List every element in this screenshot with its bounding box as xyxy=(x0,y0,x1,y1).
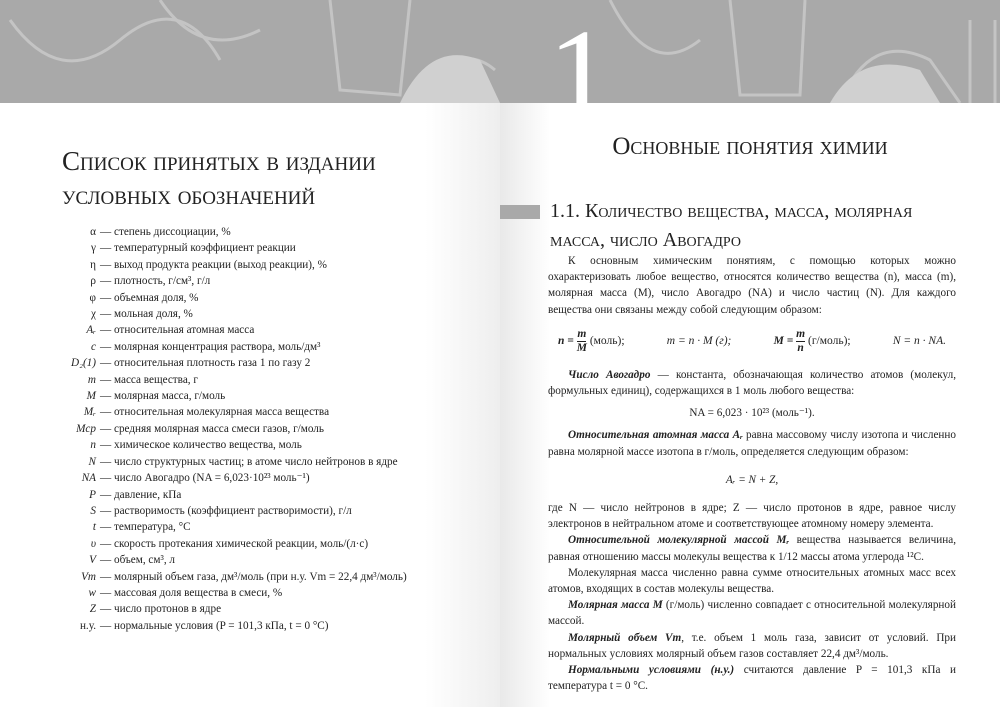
symbol-definition: — мольная доля, % xyxy=(100,308,193,321)
symbol: t xyxy=(92,521,96,534)
symbol-row xyxy=(0,470,407,486)
chapter-title: Основные понятия химии xyxy=(612,133,888,160)
symbol: w xyxy=(88,586,96,599)
section-title: 1.1. Количество вещества, масса, молярная масса, число Авогадро xyxy=(550,200,913,251)
chapter-number: 1 xyxy=(548,3,612,145)
symbol-row xyxy=(0,372,407,388)
symbol: Aᵣ xyxy=(86,324,96,337)
molar-volume-paragraph: Молярный объем Vm, т.е. объем 1 моль газа, зависит от условий. При нормальных условиях молярный объем газов составляет 22,4 дм³/моль. xyxy=(548,631,956,660)
symbol: m xyxy=(87,373,96,386)
symbol-definition: — относительная молекулярная масса вещества xyxy=(100,406,330,419)
symbol-definition: — объем, см³, л xyxy=(100,554,175,567)
symbol-definition: — молярная концентрация раствора, моль/дм³ xyxy=(100,340,321,353)
atomic-mass-paragraph: Относительная атомная масса Aᵣ равна массовому числу изотопа и численно равна молярной массе изотопа в г/моль, определяется следующим образом: xyxy=(548,429,956,458)
symbol-row xyxy=(0,552,407,568)
title-line-2: условных обозначений xyxy=(62,180,316,210)
symbol-row xyxy=(0,601,407,617)
symbol-row xyxy=(0,618,407,634)
symbol-row xyxy=(0,388,407,404)
symbol-row xyxy=(0,487,407,503)
symbol-row xyxy=(0,503,407,519)
formula-M: M = $\frac{m}{n}$ (г/моль); xyxy=(773,327,851,354)
symbol-row xyxy=(0,536,407,552)
symbol: ρ xyxy=(90,275,96,288)
symbol-row xyxy=(0,339,407,355)
symbol: c xyxy=(91,340,96,353)
symbol-row xyxy=(0,585,407,601)
symbol-row xyxy=(0,322,407,338)
symbol-definition: — растворимость (коэффициент растворимости), г/л xyxy=(100,504,352,517)
symbol-definition: — число Авогадро (NA = 6,023·10²³ моль⁻¹) xyxy=(100,472,310,485)
formula-n: n = $\frac{m}{M}$ (моль); xyxy=(558,327,625,354)
atomic-mass-formula: Aᵣ = N + Z, xyxy=(725,473,779,486)
formula-row xyxy=(558,328,946,355)
section-marker-bar xyxy=(500,205,540,219)
avogadro-paragraph: Число Авогадро — константа, обозначающая количество атомов (молекул, формульных единиц), содержащихся в 1 моль любого вещества: xyxy=(548,368,956,398)
symbol-definition: — нормальные условия (P = 101,3 кПа, t = 0 °C) xyxy=(100,619,329,632)
symbol: V xyxy=(89,554,96,567)
symbol-definition: — степень диссоциации, % xyxy=(100,226,231,238)
normal-conditions-paragraph: Нормальными условиями (н.у.) считаются давление P = 101,3 кПа и температура t = 0 °C. xyxy=(548,664,956,693)
symbol: N xyxy=(88,455,96,468)
symbol-row xyxy=(0,224,407,240)
symbol-row xyxy=(0,519,407,535)
symbol: D₂(1) xyxy=(70,357,96,370)
symbol-definition: — средняя молярная масса смеси газов, г/моль xyxy=(100,422,324,435)
intro-paragraph: К основным химическим понятиям, с помощью которых можно охарактеризовать любое вещество, относятся количество вещества (n), масса (m), молярная масса (M), число Авогадро (NA) и число частиц (N). Для каждого вещества они связаны между собой следующим образом: xyxy=(548,255,956,316)
symbol: υ xyxy=(90,537,96,550)
symbol-row xyxy=(0,306,407,322)
symbol-definition: — выход продукта реакции (выход реакции), % xyxy=(100,258,327,271)
molar-mass-paragraph: Молярная масса M (г/моль) численно совпадает с относительной молекулярной массой. xyxy=(548,599,956,628)
title-line-1: Список принятых в издании xyxy=(62,146,376,176)
symbol: NA xyxy=(81,472,96,485)
symbol: S xyxy=(90,504,96,517)
symbol-row xyxy=(0,454,407,470)
symbol-definition: — относительная атомная масса xyxy=(100,324,255,337)
symbol-row xyxy=(0,273,407,289)
symbol-definition: — число протонов в ядре xyxy=(100,603,222,616)
symbol-definition: — молярный объем газа, дм³/моль (при н.у. Vm = 22,4 дм³/моль) xyxy=(100,570,407,583)
formula-m: m = n · M (г); xyxy=(666,335,732,348)
formula-N: N = n · NA. xyxy=(892,335,946,348)
decorative-illustration-icon xyxy=(0,0,500,103)
symbol-row xyxy=(0,437,407,453)
symbol-row xyxy=(0,290,407,306)
symbol-definition: — температура, °C xyxy=(100,521,191,534)
symbol: Mср xyxy=(76,422,96,435)
symbol-row xyxy=(0,569,407,585)
symbol-definition: — плотность, г/см³, г/л xyxy=(100,275,211,288)
symbol-definition: — молярная масса, г/моль xyxy=(100,390,226,403)
symbol-definition: — масса вещества, г xyxy=(100,373,198,386)
symbol: φ xyxy=(89,291,96,304)
symbol-row xyxy=(0,404,407,420)
symbol-definition: — скорость протекания химической реакции, моль/(л·с) xyxy=(100,537,369,550)
symbol-definition: — давление, кПа xyxy=(100,488,182,501)
symbol: γ xyxy=(91,242,96,255)
symbol-row xyxy=(0,355,407,371)
symbol: Mᵣ xyxy=(83,406,96,419)
molecular-mass-paragraph-2: Молекулярная масса численно равна сумме относительных атомных масс всех атомов, входящих в состав молекулы вещества. xyxy=(548,566,956,596)
symbol: α xyxy=(90,226,96,238)
symbol-row xyxy=(0,240,407,256)
symbol: n xyxy=(90,439,96,452)
atomic-mass-explanation: где N — число нейтронов в ядре; Z — число протонов в ядре, равное числу электронов в нейтральном атоме и соответствующее атомному номеру элемента. xyxy=(548,502,956,531)
symbol: Vm xyxy=(81,570,96,583)
symbol-definition: — температурный коэффициент реакции xyxy=(100,242,296,255)
symbol: P xyxy=(89,488,96,501)
symbol: M xyxy=(86,390,96,403)
symbol: н.у. xyxy=(79,619,96,632)
section-body xyxy=(548,253,956,694)
header-illustration-band xyxy=(0,0,500,103)
symbol-definition: — относительная плотность газа 1 по газу 2 xyxy=(100,357,311,370)
symbol: χ xyxy=(91,308,96,321)
symbol-definition: — число структурных частиц; в атоме число нейтронов в ядре xyxy=(100,455,398,468)
symbol-row xyxy=(0,421,407,437)
list-title xyxy=(62,144,376,212)
symbols-list xyxy=(0,224,407,634)
symbol: Z xyxy=(89,603,96,616)
symbol: η xyxy=(90,258,96,271)
symbol-definition: — химическое количество вещества, моль xyxy=(100,439,302,452)
symbol-definition: — массовая доля вещества в смеси, % xyxy=(100,586,283,599)
symbol-row xyxy=(0,257,407,273)
symbol-definition: — объемная доля, % xyxy=(100,291,199,304)
molecular-mass-paragraph: Относительной молекулярной массой Mᵣ вещества называется величина, равная отношению массы молекулы вещества к 1/12 массы атома углерода ¹²C. xyxy=(548,534,957,563)
avogadro-formula: NA = 6,023 · 10²³ (моль⁻¹). xyxy=(689,407,815,420)
